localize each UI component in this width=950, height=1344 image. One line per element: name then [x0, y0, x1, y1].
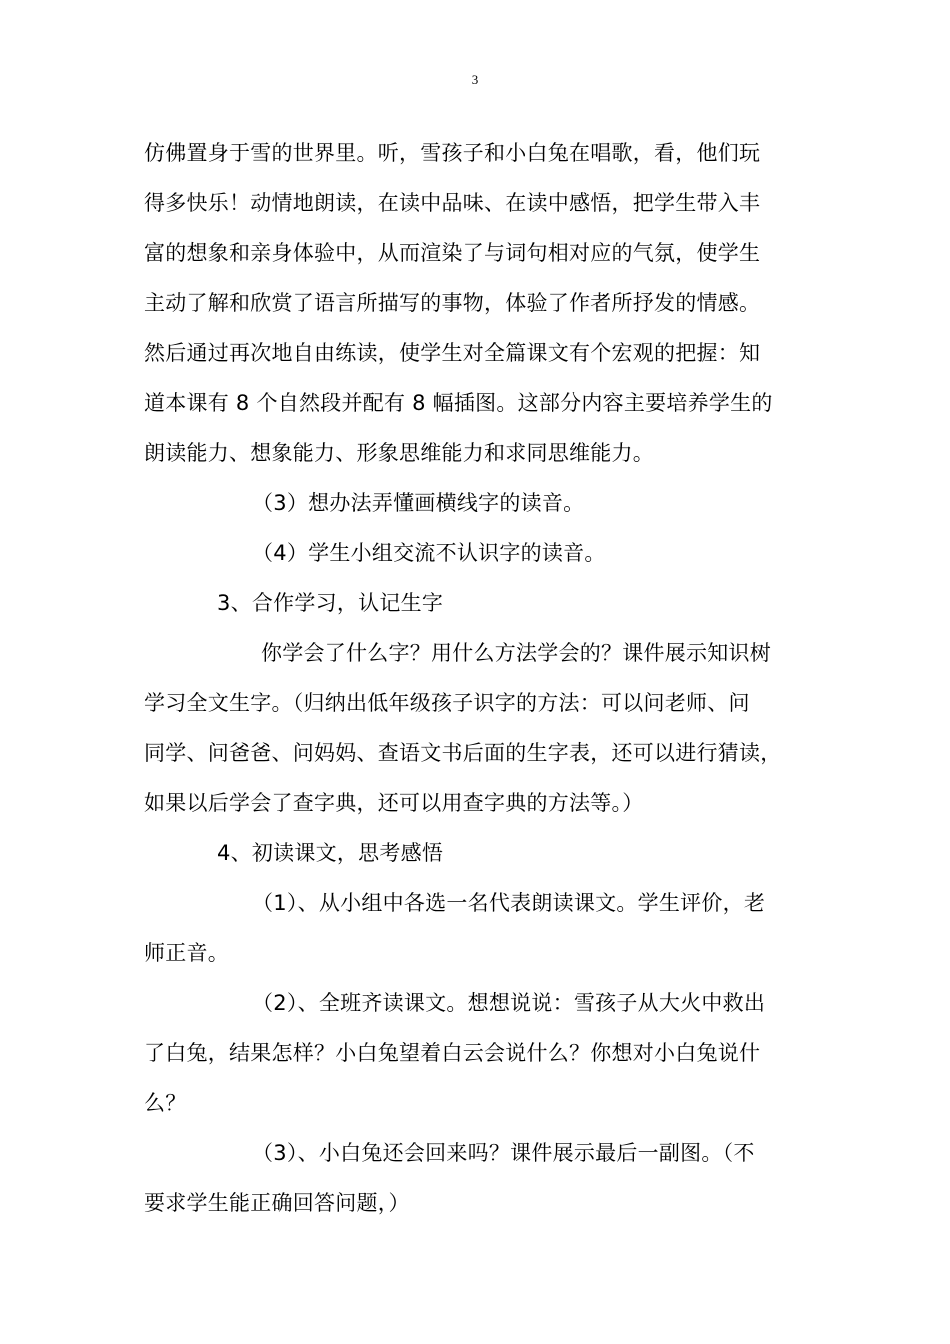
- sub-item-1: （1）、从小组中各选一名代表朗读课文。学生评价，老: [252, 891, 766, 915]
- paragraph-line: 如果以后学会了查字典，还可以用查字典的方法等。）: [144, 791, 644, 815]
- section-heading-4: 4、初读课文，思考感悟: [217, 841, 444, 865]
- page-number: 3: [471, 72, 479, 87]
- paragraph-line: 同学、问爸爸、问妈妈、查语文书后面的生字表，还可以进行猜读，: [144, 741, 782, 765]
- paragraph-line: 朗读能力、想象能力、形象思维能力和求同思维能力。: [144, 441, 654, 465]
- paragraph-line: 富的想象和亲身体验中，从而渲染了与词句相对应的气氛，使学生: [144, 241, 761, 265]
- sub-item-2: （2）、全班齐读课文。想想说说：雪孩子从大火中救出: [252, 991, 766, 1015]
- section-heading-3: 3、合作学习，认记生字: [217, 591, 444, 615]
- step-item-4: （4）学生小组交流不认识字的读音。: [252, 541, 606, 565]
- paragraph-line: 了白兔，结果怎样？小白兔望着白云会说什么？你想对小白兔说什: [144, 1041, 761, 1065]
- document-body: [144, 128, 814, 1228]
- sub-item-3: （3）、小白兔还会回来吗？课件展示最后一副图。（不: [252, 1141, 755, 1165]
- paragraph-line: 师正音。: [144, 941, 229, 965]
- paragraph-line: 得多快乐！动情地朗读，在读中品味、在读中感悟，把学生带入丰: [144, 191, 761, 215]
- paragraph-line: 道本课有 8 个自然段并配有 8 幅插图。这部分内容主要培养学生的: [144, 391, 773, 415]
- step-item-3: （3）想办法弄懂画横线字的读音。: [252, 491, 585, 515]
- paragraph-line: 要求学生能正确回答问题，）: [144, 1191, 410, 1215]
- paragraph-line: 你学会了什么字？用什么方法学会的？课件展示知识树: [261, 641, 771, 665]
- paragraph-line: 仿佛置身于雪的世界里。听，雪孩子和小白兔在唱歌，看，他们玩: [144, 141, 761, 165]
- paragraph-line: 学习全文生字。（归纳出低年级孩子识字的方法：可以问老师、问: [144, 691, 750, 715]
- paragraph-line: 然后通过再次地自由练读，使学生对全篇课文有个宏观的把握：知: [144, 341, 761, 365]
- paragraph-line: 么？: [144, 1091, 187, 1115]
- paragraph-line: 主动了解和欣赏了语言所描写的事物，体验了作者所抒发的情感。: [144, 291, 761, 315]
